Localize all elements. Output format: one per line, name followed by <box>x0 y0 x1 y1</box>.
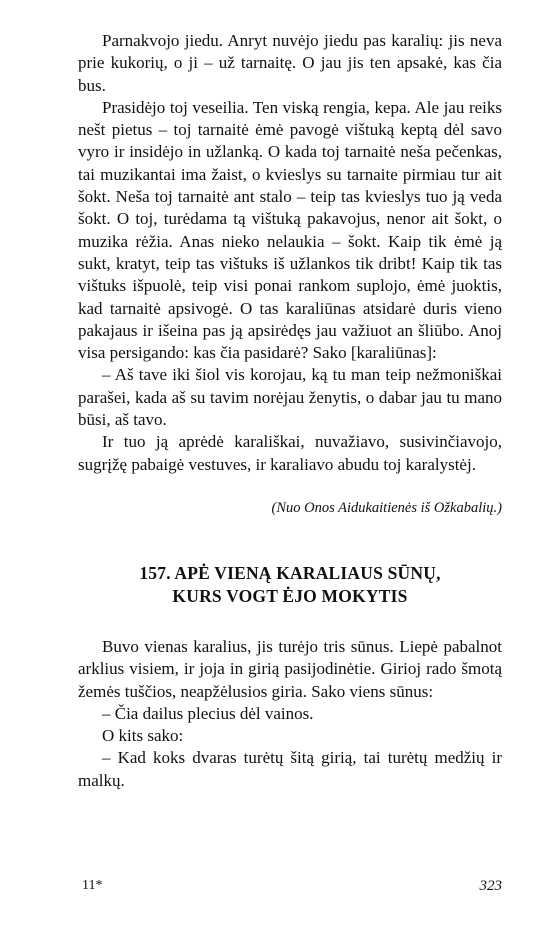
paragraph: O kits sako: <box>102 726 184 746</box>
paragraph: Parnakvojo jiedu. Anryt nuvėjo jiedu pas karalių: jis neva prie kukorių, o ji – už tarnaitę. O jau jis ten apsakė, kas čia bus. <box>78 31 502 95</box>
paragraph: Ir tuo ją aprėdė karališkai, nuvažiavo, susivinčiavojo, sugrįžę pabaigė vestuves, ir karaliavo abudu toj karalystėj. <box>78 432 502 474</box>
paragraph: – Aš tave iki šiol vis korojau, ką tu man teip nežmoniškai parašei, kada aš su tavim norėjau ženytis, o dabar jau tu mano būsi, aš tavo. <box>78 365 502 430</box>
signature-mark: 11* <box>82 878 103 893</box>
page-footer <box>78 878 502 902</box>
paragraph: – Kad koks dvaras turėtų šitą girią, tai turėtų medžių ir malkų. <box>78 748 502 790</box>
paragraph: Prasidėjo toj veseilia. Ten viską rengia, kepa. Ale jau reiks nešt pietus – toj tarnaitė ėmė pavogė vištuką keptą dėl savo vyro ir insidėjo in užlanką. O kada toj tarnaitė neša pečenkas, tai muzikantai ima žaist, o kvieslys su tarnaite pirmiau tur ait šokt. Neša toj tarnaitė ant stalo – teip tas kvieslys tuo ją veda šokt. O toj, turėdama tą vištuką pakavojus, nenor ait šokt, o muzika rėžia. Anas nieko nelaukia – šokt. Kaip tik ėmė ją sukt, kratyt, teip tas vištuks iš užlankos tik dribt! Kaip tik tas vištuks išpuolė, teip visi ponai rankom suplojo, ėmė juoktis, kad tarnaitė apsivogė. O tas karaliūnas atsidarė duris vieno pakajaus ir išeina pas ją apsirėdęs jau važiuot an šliūbo. Anoj visa persigando: kas čia pasidarė? Sako [karaliūnas]: <box>78 97 502 363</box>
chapter-title-line: KURS VOGT ĖJO MOKYTIS <box>172 585 408 606</box>
chapter-title-line: 157. APĖ VIENĄ KARALIAUS SŪNŲ, <box>139 562 441 583</box>
chapter-title <box>78 562 502 608</box>
paragraph: – Čia dailus plecius dėl vainos. <box>102 703 314 723</box>
paragraph: Buvo vienas karalius, jis turėjo tris sūnus. Liepė pabalnot arklius visiem, ir joja in girią pasijodinėtie. Girioj rado šmotą žemės tuščios, neapžėlusios giria. Sako viens sūnus: <box>78 636 502 701</box>
source-attribution: (Nuo Onos Aidukaitienės iš Ožkabalių.) <box>271 499 502 516</box>
page-number: 323 <box>479 878 502 894</box>
book-page <box>78 30 502 792</box>
story-ending <box>78 30 502 518</box>
chapter-body <box>78 636 502 792</box>
